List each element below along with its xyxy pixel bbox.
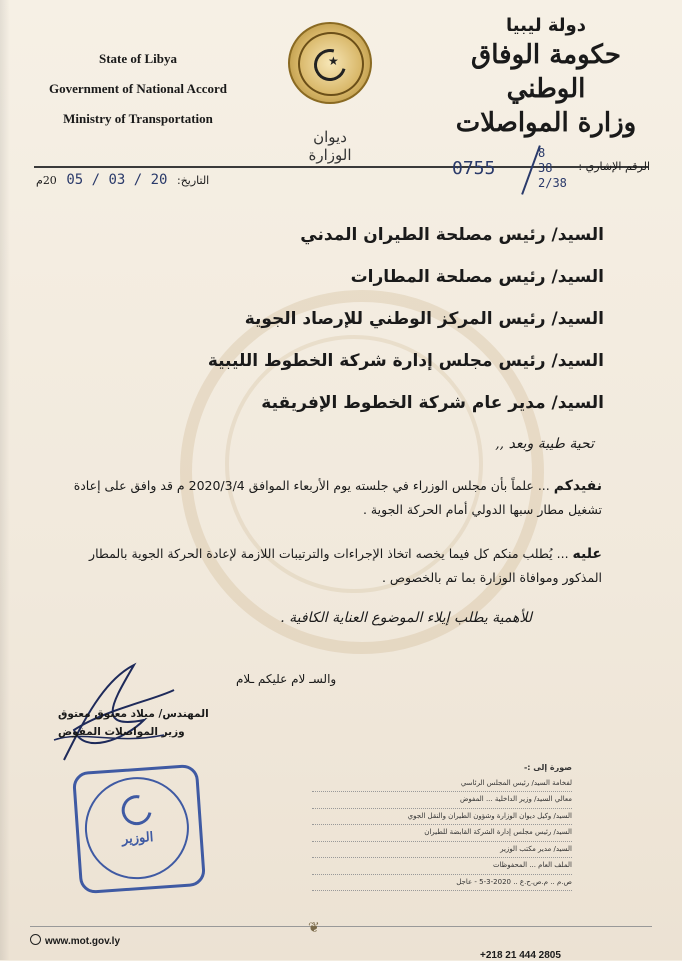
cc-item: السيد/ مدير مكتب الوزير [312, 842, 572, 859]
signer-block [58, 705, 238, 741]
cc-item: معالي السيد/ وزير الداخلية ... المفوض [312, 792, 572, 809]
cc-item: لفخامة السيد/ رئيس المجلس الرئاسي [312, 776, 572, 793]
cc-item: السيد/ رئيس مجلس إدارة الشركة القابضة للطيران [312, 825, 572, 842]
official-stamp [72, 764, 206, 894]
letterhead-line-ministry: Ministry of Transportation [63, 111, 213, 126]
globe-icon [30, 934, 41, 945]
stamp-text: الوزير [121, 830, 154, 848]
letterhead-line-government: Government of National Accord [48, 81, 227, 96]
diwan-caption: ديوان الوزارة [308, 128, 352, 164]
paragraph-inform-lead: نفيدكم [553, 478, 602, 494]
letterhead-line-state: State of Libya [99, 51, 177, 66]
arabic-line-ministry: وزارة المواصلات [455, 108, 637, 138]
page-shadow [0, 0, 10, 960]
greeting: تحية طيبة وبعد ,, [495, 436, 594, 452]
reference-fraction [538, 146, 567, 191]
ref-frac-mid: 38 [538, 161, 553, 175]
arabic-letterhead [436, 14, 656, 140]
phone-number: +218 21 444 2805 [480, 950, 561, 961]
cc-item: الملف العام ... المحفوظات [312, 858, 572, 875]
reference-label: الرقم الإشاري : [578, 160, 650, 173]
footer-divider [30, 926, 652, 927]
salutation: والسـ لام عليكم ـلام [236, 672, 337, 686]
star-icon: ★ [328, 54, 339, 68]
stamp-crescent-icon [116, 789, 158, 831]
cc-list [312, 760, 572, 891]
cc-item: ص.م .. م.ص.ح.ع .. 2020-3-5 - عاجل [312, 875, 572, 892]
paragraph-request-text: ... يُطلب منكم كل فيما يخصه اتخاذ الإجراءات والترتيبات اللازمة لإعادة الحركة الجوية بالمطار المذكور وموافاة الوزارة بما تم بالخصوص . [89, 546, 602, 585]
stamp-ring [82, 774, 193, 883]
ministry-seal-icon [288, 22, 372, 104]
date-field [36, 172, 209, 188]
recipient-line: السيد/ رئيس المركز الوطني للإرصاد الجوية [244, 309, 604, 329]
ref-frac-bottom: 2/38 [538, 176, 567, 190]
paragraph-request [62, 542, 602, 590]
arabic-line-state: دولة ليبيا [506, 15, 586, 36]
date-label: التاريخ: [176, 174, 210, 187]
paragraph-request-lead: عليه [572, 546, 602, 562]
date-value: 20 / 03 / 05 [66, 172, 168, 188]
english-letterhead [18, 44, 258, 134]
signer-name: المهندس/ ميلاد معتوق معتوق [58, 708, 209, 720]
paragraph-inform [62, 474, 602, 522]
website-text: www.mot.gov.ly [45, 936, 121, 947]
recipient-line: السيد/ رئيس مصلحة الطيران المدني [300, 225, 604, 245]
closing-note: للأهمية يطلب إيلاء الموضوع العناية الكافية . [280, 610, 532, 626]
cc-heading: صورة إلى :- [523, 763, 572, 772]
footer-ornament-icon: ❦ [308, 920, 320, 936]
ref-frac-top: 8 [538, 146, 546, 160]
website-link[interactable] [30, 934, 120, 947]
reference-field [578, 160, 650, 173]
paragraph-inform-text: ... علماً بأن مجلس الوزراء في جلسته يوم الأربعاء الموافق 2020/3/4 م قد وافق على إعادة تشغيل مطار سبها الدولي أمام الحركة الجوية . [73, 478, 602, 517]
recipient-line: السيد/ رئيس مصلحة المطارات [350, 267, 604, 287]
recipient-line: السيد/ مدير عام شركة الخطوط الإفريقية [261, 393, 604, 413]
arabic-line-government: حكومة الوفاق الوطني [471, 40, 621, 104]
recipient-line: السيد/ رئيس مجلس إدارة شركة الخطوط الليبية [207, 351, 604, 371]
reference-number: 0755 [452, 158, 496, 179]
signer-title: وزير المواصلات المفوض [58, 726, 185, 738]
cc-item: السيد/ وكيل ديوان الوزارة وشؤون الطيران والنقل الجوي [312, 809, 572, 826]
date-suffix: 20م [36, 174, 57, 187]
recipient-list [44, 214, 604, 424]
